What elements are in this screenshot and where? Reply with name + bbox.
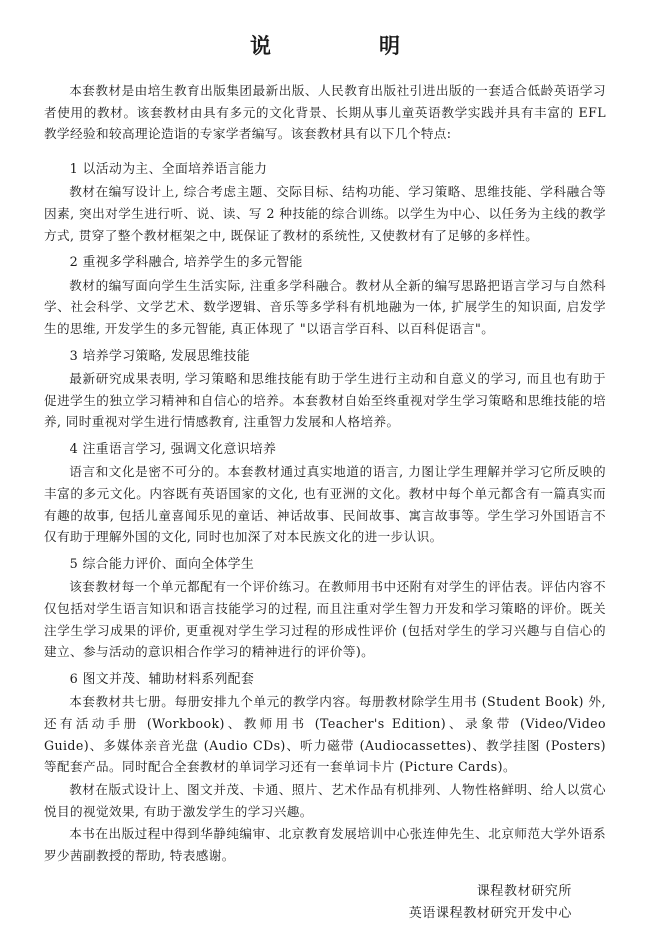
section-body-4: 语言和文化是密不可分的。本套教材通过真实地道的语言, 力图让学生理解并学习它所反映的丰富的多元文化。内容既有英语国家的文化, 也有亚洲的文化。教材中每个单元都含有一篇真实而有趣的故事, 包括儿童喜闻乐见的童话、神话故事、民间故事、寓言故事等。学生学习外国语言不仅有助于理解外国的文化, 同时也加深了对本民族文化的进一步认识。	[44, 464, 606, 545]
signature-line-2: 英语课程教材研究开发中心	[408, 905, 572, 921]
section-body-1: 教材在编写设计上, 综合考虑主题、交际目标、结构功能、学习策略、思维技能、学科融合等因素, 突出对学生进行听、说、读、写 2 种技能的综合训练。以学生为中心、以任务为主线的教学方式, 贯穿了整个教材框架之中, 既保证了教材的系统性, 又使教材有了足够的多样性。	[44, 184, 606, 243]
section-heading-1: 1 以活动为主、全面培养语言能力	[69, 161, 268, 177]
signature-block	[44, 881, 606, 925]
closing-paragraph-2: 本书在出版过程中得到华静纯编审、北京教育发展培训中心张连伸先生、北京师范大学外语系罗少茜副教授的帮助, 特表感谢。	[44, 826, 606, 864]
section-body-5: 该套教材每一个单元都配有一个评价练习。在教师用书中还附有对学生的评估表。评估内容不仅包括对学生语言知识和语言技能学习的过程, 而且注重对学生智力开发和学习策略的评价。既关注学生学习成果的评价, 更重视对学生学习过程的形成性评价 (包括对学生的学习兴趣与自信心的建立、参与活动的意识相合作学习的精神进行的评价等)。	[44, 579, 606, 660]
closing-paragraph-1: 教材在版式设计上、图文并茂、卡通、照片、艺术作品有机排列、人物性格鲜明、给人以赏心悦目的视觉效果, 有助于激发学生的学习兴趣。	[44, 782, 606, 819]
intro-paragraph: 本套教材是由培生教育出版集团最新出版、人民教育出版社引进出版的一套适合低龄英语学习者使用的教材。该套教材由具有多元的文化背景、长期从事儿童英语教学实践并具有丰富的 EFL 教学经验和较高理论造诣的专家学者编写。该套教材具有以下几个特点:	[44, 83, 606, 142]
section-body-3: 最新研究成果表明, 学习策略和思维技能有助于学生进行主动和自意义的学习, 而且也有助于促进学生的独立学习精神和自信心的培养。本套教材自始至终重视对学生学习策略和思维技能的培养, 同时重视对学生进行情感教育, 注重智力发展和人格培养。	[44, 371, 606, 430]
section-body-2: 教材的编写面向学生生活实际, 注重多学科融合。教材从全新的编写思路把语言学习与自然科学、社会科学、文学艺术、数学逻辑、音乐等多学科有机地融为一体, 扩展学生的知识面, 启发学生的思维, 开发学生的多元智能, 真正体现了 "以语言学百科、以百科促语言"。	[44, 277, 606, 337]
spacer	[44, 146, 606, 153]
section-heading-3: 3 培养学习策略, 发展思维技能	[69, 348, 250, 364]
signature-line-1: 课程教材研究所	[476, 883, 572, 899]
section-body-6: 本套教材共七册。每册安排九个单元的教学内容。每册教材除学生用书 (Student Book) 外, 还有活动手册 (Workbook)、教师用书 (Teacher's Edition)、录象带 (Video/Video Guide)、多媒体亲音光盘 (Audio CDs)、听力磁带 (Audiocassettes)、教学挂图 (Posters) 等配套产品。同时配合全套教材的单词学习还有一套单词卡片 (Picture Cards)。	[44, 694, 606, 775]
section-heading-5: 5 综合能力评价、面向全体学生	[69, 557, 255, 573]
section-heading-2: 2 重视多学科融合, 培养学生的多元智能	[69, 255, 303, 271]
section-heading-6: 6 图文并茂、辅助材料系列配套	[69, 672, 255, 688]
section-heading-4: 4 注重语言学习, 强调文化意识培养	[69, 442, 277, 458]
page-title: 说 明	[250, 33, 422, 58]
